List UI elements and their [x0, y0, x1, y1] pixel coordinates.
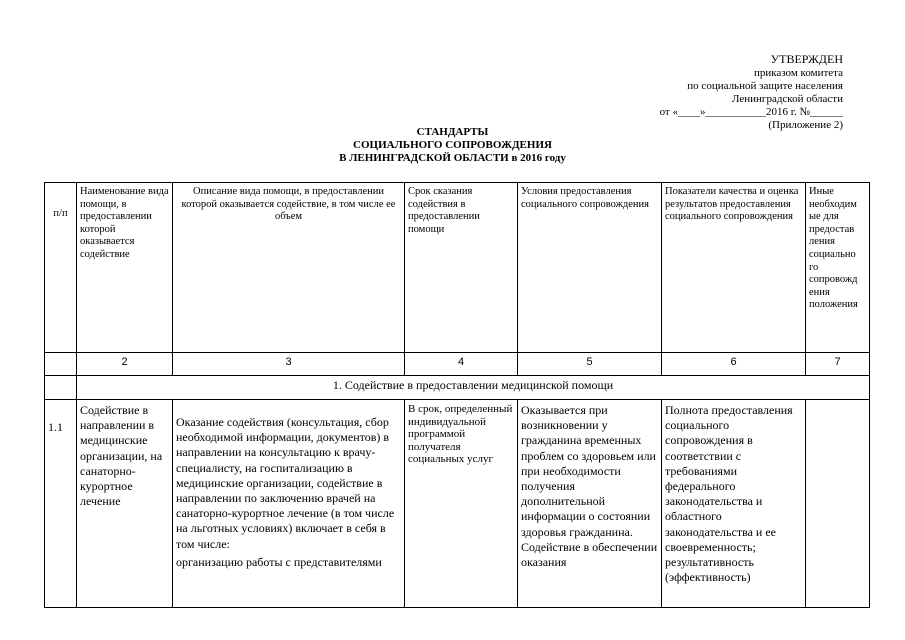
row-description-cell	[173, 400, 405, 608]
title-line-3: В ЛЕНИНГРАДСКОЙ ОБЛАСТИ в 2016 году	[339, 152, 566, 164]
row-other	[806, 400, 870, 608]
row-assistance-name: Содействие в направлении в медицинские организации, на санаторно-курортное лечение	[77, 400, 173, 608]
column-number-5: 5	[518, 353, 662, 376]
row-term: В срок, определенный индивидуальной программой получателя социальных услуг	[405, 400, 518, 608]
title-line-1: СТАНДАРТЫ	[416, 126, 489, 138]
column-number-2: 2	[77, 353, 173, 376]
column-number-4: 4	[405, 353, 518, 376]
standards-table	[44, 182, 870, 608]
header-row	[45, 183, 870, 353]
approval-line-social: по социальной защите населения	[687, 80, 843, 92]
header-cell-description: Описание вида помощи, в предоставлении которой оказывается содействие, в том числе ее объем	[173, 183, 405, 353]
header-cell-term: Срок сказания содействия в предоставлении помощи	[405, 183, 518, 353]
header-cell-quality: Показатели качества и оценка результатов предоставления социального сопровождения	[662, 183, 806, 353]
row-description: Оказание содействия (консультация, сбор необходимой информации, документов) в направлении на консультацию к врачу-специалисту, на госпитализацию в медицинские организации, содействие в направлении по заключению врачей на санаторно-курортное лечение (в том числе на льготных условиях) включает в себя в том числе:	[176, 415, 395, 551]
column-number-1	[45, 353, 77, 376]
approval-line-date: от «____»___________2016 г. №______	[659, 106, 843, 118]
section-empty-cell	[45, 376, 77, 400]
approval-block	[660, 52, 843, 132]
row-conditions: Оказывается при возникновении у гражданина временных проблем со здоровьем или при необходимости получения дополнительной информации о состоянии здоровья гражданина. Содействие в обеспечении оказания	[518, 400, 662, 608]
column-number-3: 3	[173, 353, 405, 376]
column-number-7: 7	[806, 353, 870, 376]
section-row	[45, 376, 870, 400]
row-description-continued: организацию работы с представителями	[176, 554, 382, 569]
header-cell-name: Наименование вида помощи, в предоставлении которой оказывается содействие	[77, 183, 173, 353]
title-line-2: СОЦИАЛЬНОГО СОПРОВОЖДЕНИЯ	[353, 139, 552, 151]
document-title	[0, 126, 905, 165]
table-row	[45, 400, 870, 608]
header-cell-other: Иные необходим ые для предостав ления социально го сопровожд ения положения	[806, 183, 870, 353]
header-cell-num: п/п	[45, 183, 77, 353]
section-title: 1. Содействие в предоставлении медицинской помощи	[77, 376, 870, 400]
approval-line-appendix: (Приложение 2)	[768, 119, 843, 131]
approved-heading: УТВЕРЖДЕН	[770, 52, 843, 66]
row-number: 1.1	[45, 400, 77, 608]
column-number-row	[45, 353, 870, 376]
header-cell-conditions: Условия предоставления социального сопровождения	[518, 183, 662, 353]
approval-line-committee: приказом комитета	[753, 67, 843, 79]
row-quality: Полнота предоставления социального сопровождения в соответствии с требованиями федерального законодательства и областного законодательства и ее своевременность; результативность (эффективность)	[662, 400, 806, 608]
approval-line-region: Ленинградской области	[732, 93, 843, 105]
column-number-6: 6	[662, 353, 806, 376]
